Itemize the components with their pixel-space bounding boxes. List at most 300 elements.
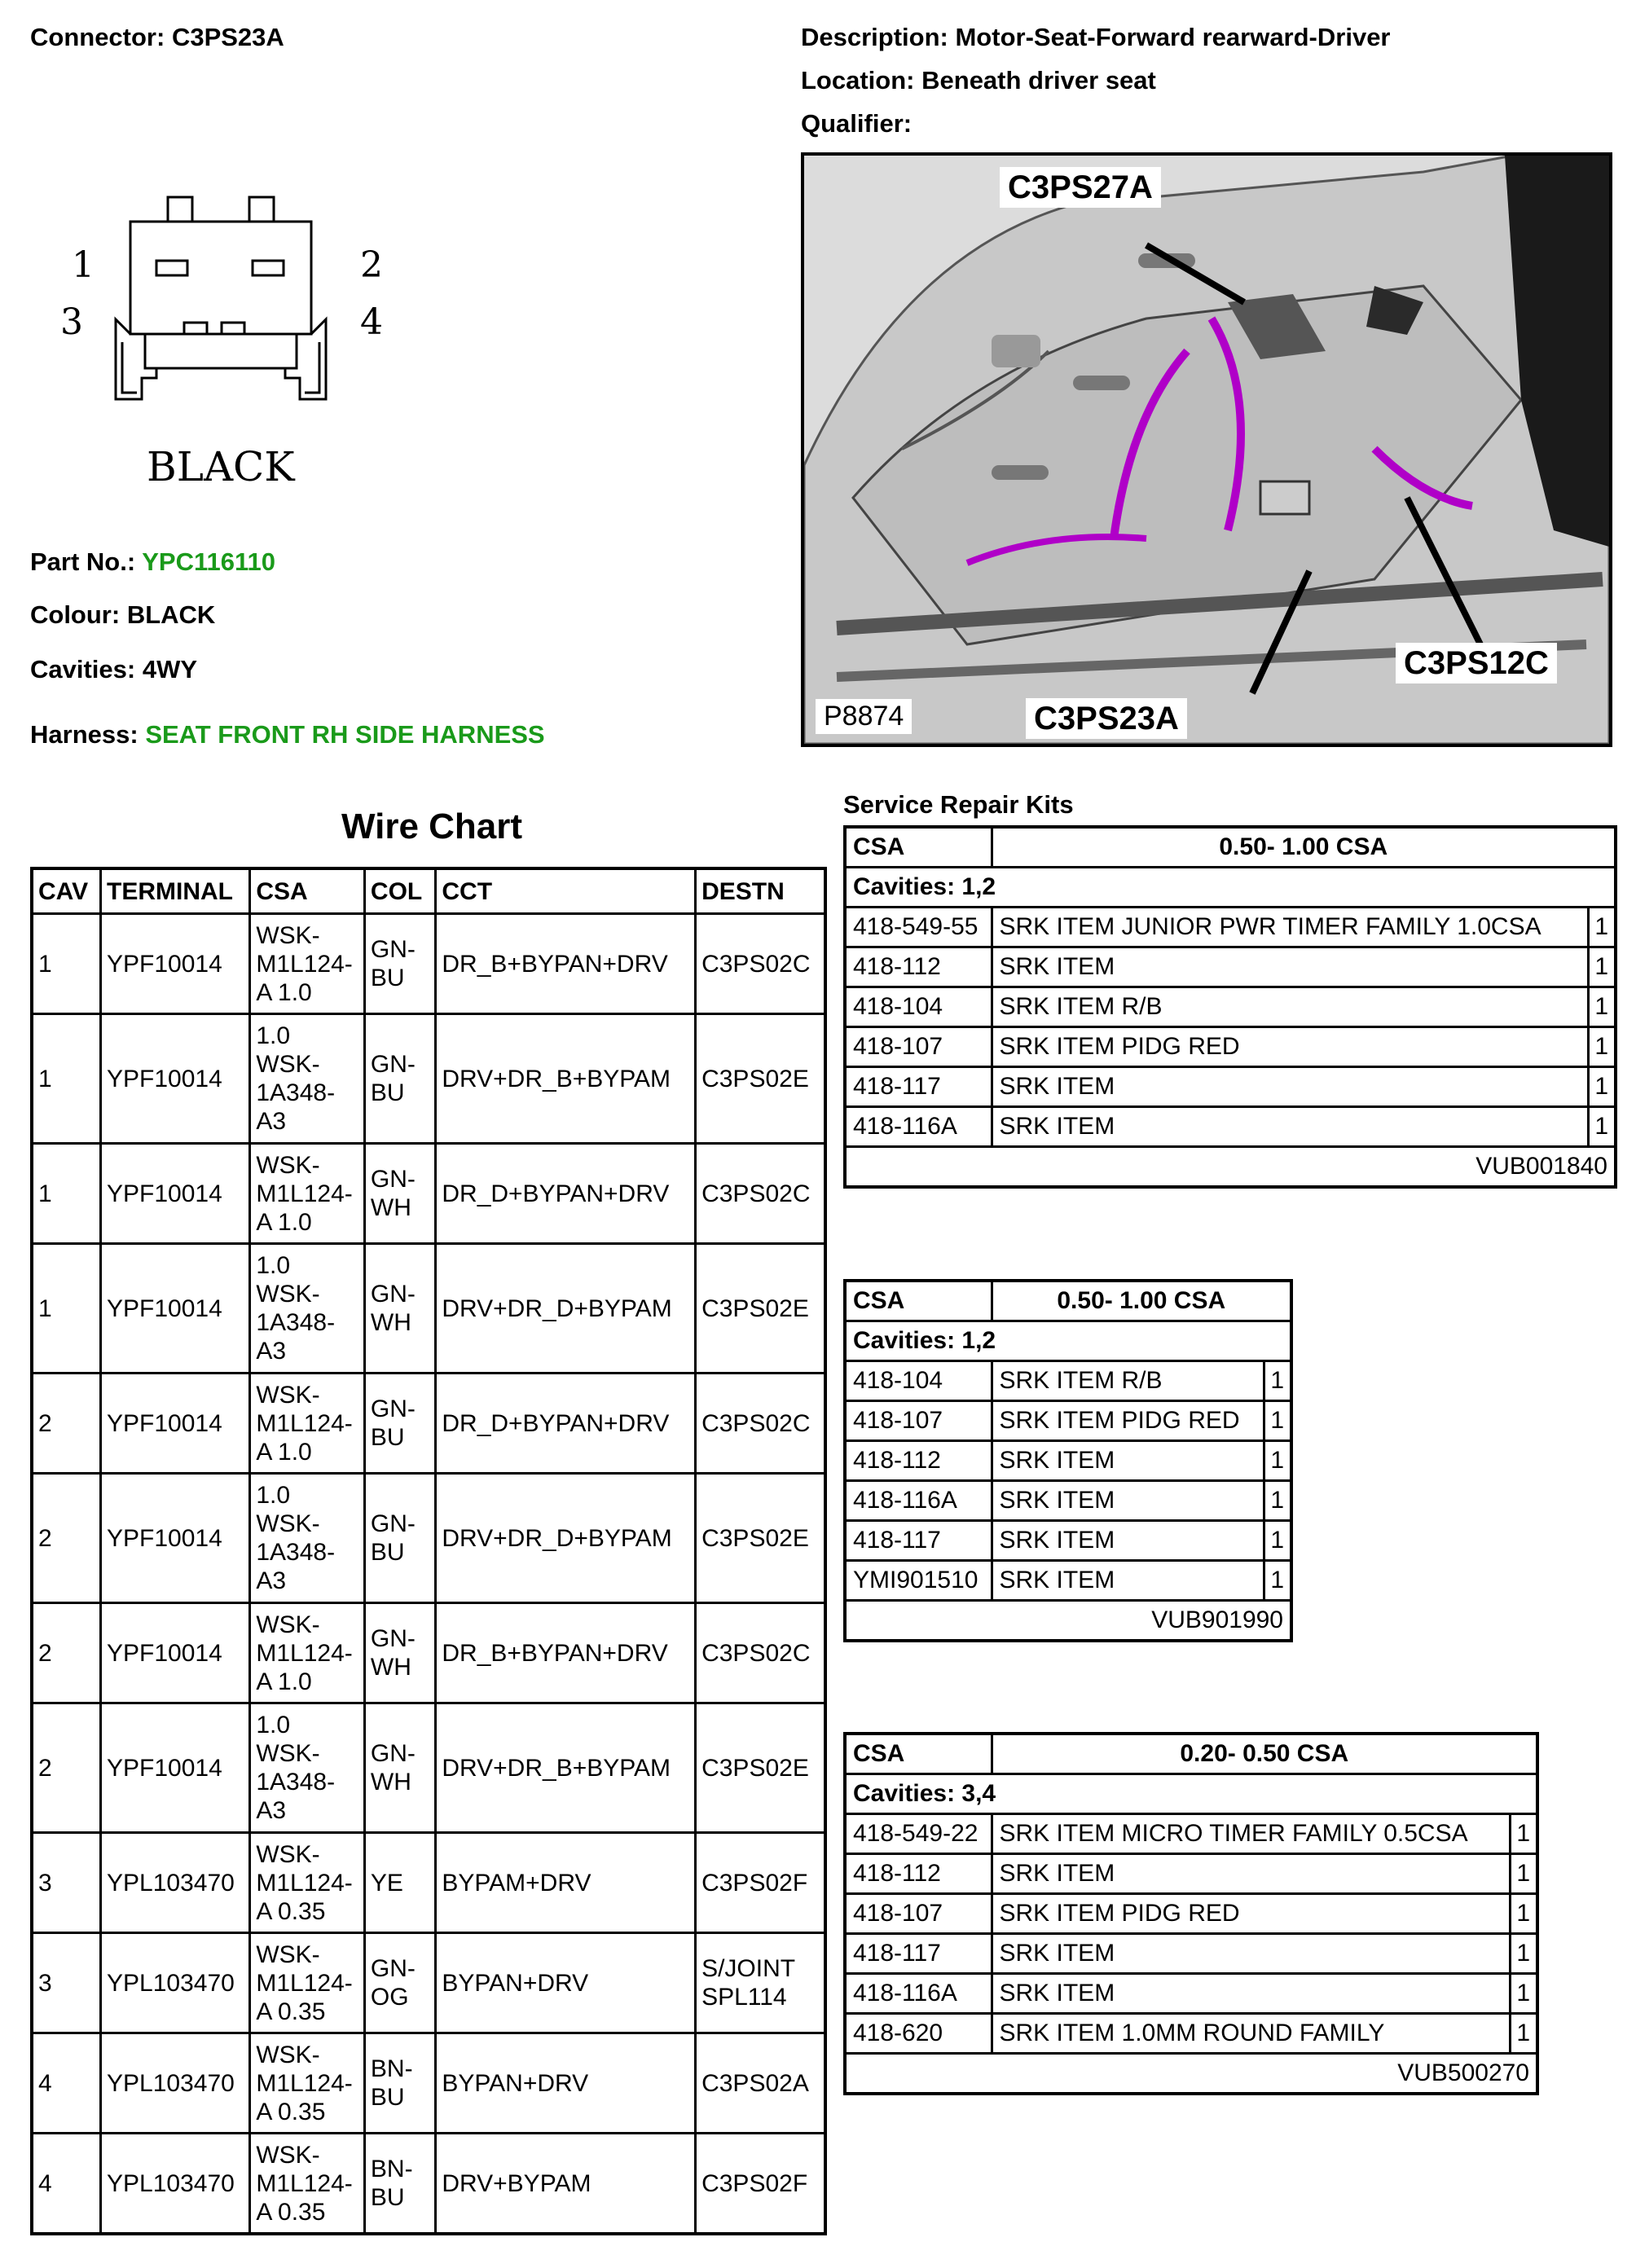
kit-item-qty: 1 bbox=[1510, 2014, 1537, 2054]
kit-item-desc: SRK ITEM PIDG RED bbox=[992, 1027, 1588, 1067]
kit-csa-range: 0.50- 1.00 CSA bbox=[992, 827, 1616, 868]
kit-item-row bbox=[845, 1974, 1537, 2014]
csa-cell-line: A 0.35 bbox=[256, 2098, 326, 2125]
connector-face-diagram bbox=[49, 179, 424, 505]
kit-item-qty: 1 bbox=[1510, 1894, 1537, 1934]
col-cell-line: WH bbox=[370, 1194, 411, 1221]
cav-cell: 2 bbox=[32, 1374, 101, 1474]
callout-c3ps12c: C3PS12C bbox=[1396, 643, 1557, 683]
wire-chart-row bbox=[32, 1144, 825, 1244]
csa-cell-line: WSK- bbox=[256, 921, 320, 949]
kit-item-desc: SRK ITEM 1.0MM ROUND FAMILY bbox=[992, 2014, 1510, 2054]
col-cell-line: BN- bbox=[370, 2156, 413, 2182]
csa-cell-line: WSK- bbox=[256, 1611, 320, 1638]
csa-cell-line: 1.0 bbox=[256, 1252, 291, 1279]
kit-cavities-row bbox=[845, 868, 1616, 908]
col-cell-line: GN- bbox=[370, 1051, 416, 1078]
csa-cell-line: WSK- bbox=[256, 2141, 320, 2169]
kit-cavities: Cavities: 1,2 bbox=[845, 868, 1616, 908]
csa-cell-line: WSK- bbox=[256, 1840, 320, 1868]
location-photo bbox=[801, 152, 1612, 747]
wire-chart-row bbox=[32, 1603, 825, 1703]
pin-2-label: 2 bbox=[360, 244, 383, 286]
col-cell-line: WH bbox=[370, 1654, 411, 1681]
col-header-destn: DESTN bbox=[696, 868, 825, 914]
col-cell-line: BN- bbox=[370, 2055, 413, 2082]
part-no-value[interactable]: YPC116110 bbox=[142, 547, 276, 576]
location-value: Beneath driver seat bbox=[921, 66, 1156, 94]
csa-cell-line: 1.0 bbox=[256, 1482, 291, 1509]
kit-item-row bbox=[845, 1067, 1616, 1107]
kit-item-desc: SRK ITEM bbox=[992, 1934, 1510, 1974]
destn-cell bbox=[696, 1374, 825, 1474]
destn-cell bbox=[696, 1474, 825, 1603]
kit-cavities: Cavities: 3,4 bbox=[845, 1774, 1537, 1814]
kit-item-row bbox=[845, 1441, 1291, 1481]
pin-4-label: 4 bbox=[360, 301, 383, 343]
destn-cell-line: C3PS02E bbox=[701, 1294, 809, 1322]
destn-cell bbox=[696, 1933, 825, 2033]
destn-cell bbox=[696, 914, 825, 1014]
csa-cell bbox=[250, 1014, 365, 1144]
kit-item-part: YMI901510 bbox=[845, 1561, 992, 1601]
csa-cell-line: A 0.35 bbox=[256, 1897, 326, 1925]
repair-kit-table bbox=[843, 825, 1617, 1189]
kit-ref-row bbox=[845, 2054, 1537, 2094]
terminal-cell: YPL103470 bbox=[101, 1833, 250, 1933]
kit-item-part: 418-104 bbox=[845, 987, 992, 1027]
terminal-cell: YPF10014 bbox=[101, 1244, 250, 1374]
kit-item-qty: 1 bbox=[1588, 908, 1616, 947]
kit-item-desc: SRK ITEM bbox=[992, 1974, 1510, 2014]
qualifier-label: Qualifier: bbox=[801, 109, 913, 138]
description-label: Description: bbox=[801, 23, 948, 51]
col-cell-line: GN- bbox=[370, 1955, 416, 1982]
service-repair-kits-title: Service Repair Kits bbox=[843, 790, 1074, 819]
csa-cell-line: WSK- bbox=[256, 1381, 320, 1409]
callout-c3ps23a: C3PS23A bbox=[1026, 698, 1187, 739]
col-cell bbox=[364, 1474, 435, 1603]
csa-cell-line: M1L124- bbox=[256, 1639, 353, 1667]
wire-chart-table bbox=[30, 867, 827, 2235]
terminal-cell: YPL103470 bbox=[101, 2033, 250, 2134]
cct-cell: DRV+DR_D+BYPAM bbox=[436, 1474, 696, 1603]
cav-cell: 1 bbox=[32, 914, 101, 1014]
csa-cell-line: WSK- bbox=[256, 1151, 320, 1179]
cct-cell: DR_B+BYPAN+DRV bbox=[436, 1603, 696, 1703]
destn-cell-line: C3PS02F bbox=[701, 2169, 808, 2197]
cav-cell: 4 bbox=[32, 2033, 101, 2134]
csa-cell bbox=[250, 1244, 365, 1374]
kit-item-desc: SRK ITEM MICRO TIMER FAMILY 0.5CSA bbox=[992, 1814, 1510, 1854]
cav-cell: 2 bbox=[32, 1703, 101, 1833]
col-cell-line: GN- bbox=[370, 1510, 416, 1537]
destn-cell bbox=[696, 1703, 825, 1833]
kit-item-row bbox=[845, 1361, 1291, 1401]
col-cell-line: GN- bbox=[370, 1396, 416, 1422]
kit-item-row bbox=[845, 1027, 1616, 1067]
terminal-cell: YPL103470 bbox=[101, 1933, 250, 2033]
kit-item-part: 418-112 bbox=[845, 947, 992, 987]
csa-cell-line: A3 bbox=[256, 1338, 287, 1365]
kit-item-part: 418-116A bbox=[845, 1107, 992, 1147]
col-cell-line: BU bbox=[370, 2184, 405, 2211]
col-cell-line: BU bbox=[370, 1424, 405, 1451]
wire-chart-row bbox=[32, 1244, 825, 1374]
col-cell bbox=[364, 1144, 435, 1244]
terminal-cell: YPF10014 bbox=[101, 1374, 250, 1474]
csa-cell-line: 1A348- bbox=[256, 1769, 336, 1796]
cav-cell: 1 bbox=[32, 1244, 101, 1374]
col-cell bbox=[364, 2134, 435, 2235]
kit-item-desc: SRK ITEM PIDG RED bbox=[992, 1401, 1264, 1441]
col-header-terminal: TERMINAL bbox=[101, 868, 250, 914]
col-cell-line: YE bbox=[370, 1869, 403, 1897]
kit-ref: VUB001840 bbox=[845, 1147, 1616, 1188]
kit-item-row bbox=[845, 1934, 1537, 1974]
kit-item-row bbox=[845, 1481, 1291, 1521]
col-cell-line: GN- bbox=[370, 1166, 416, 1193]
col-cell bbox=[364, 1014, 435, 1144]
cct-cell: DRV+DR_B+BYPAM bbox=[436, 1014, 696, 1144]
kit-cavities-row bbox=[845, 1321, 1291, 1361]
csa-cell-line: 1.0 bbox=[256, 1022, 291, 1049]
kit-item-part: 418-549-22 bbox=[845, 1814, 992, 1854]
cav-cell: 2 bbox=[32, 1474, 101, 1603]
wire-chart-row bbox=[32, 1933, 825, 2033]
col-cell-line: OG bbox=[370, 1984, 409, 2011]
col-cell bbox=[364, 914, 435, 1014]
harness-value[interactable]: SEAT FRONT RH SIDE HARNESS bbox=[145, 720, 545, 749]
cct-cell: DRV+DR_D+BYPAM bbox=[436, 1244, 696, 1374]
kit-header-row bbox=[845, 1281, 1291, 1321]
col-cell-line: GN- bbox=[370, 1281, 416, 1308]
kit-item-part: 418-112 bbox=[845, 1441, 992, 1481]
csa-cell bbox=[250, 914, 365, 1014]
kit-item-part: 418-107 bbox=[845, 1027, 992, 1067]
kit-item-part: 418-107 bbox=[845, 1401, 992, 1441]
col-cell-line: GN- bbox=[370, 1625, 416, 1652]
callout-c3ps27a: C3PS27A bbox=[1000, 167, 1161, 208]
kit-csa-label: CSA bbox=[845, 827, 992, 868]
csa-cell-line: A 1.0 bbox=[256, 1438, 312, 1466]
csa-cell-line: M1L124- bbox=[256, 1409, 353, 1437]
cct-cell: DR_B+BYPAN+DRV bbox=[436, 914, 696, 1014]
kit-item-row bbox=[845, 908, 1616, 947]
kit-item-row bbox=[845, 1401, 1291, 1441]
destn-cell bbox=[696, 1244, 825, 1374]
destn-cell-line: C3PS02C bbox=[701, 950, 811, 978]
wire-chart-row bbox=[32, 1374, 825, 1474]
wire-chart-header-row bbox=[32, 868, 825, 914]
kit-item-part: 418-104 bbox=[845, 1361, 992, 1401]
kit-csa-label: CSA bbox=[845, 1281, 992, 1321]
destn-cell bbox=[696, 2134, 825, 2235]
col-cell-line: GN- bbox=[370, 1740, 416, 1767]
kit-item-row bbox=[845, 1854, 1537, 1894]
csa-cell-line: WSK- bbox=[256, 2041, 320, 2068]
terminal-cell: YPF10014 bbox=[101, 914, 250, 1014]
kit-item-part: 418-620 bbox=[845, 2014, 992, 2054]
csa-cell-line: WSK- bbox=[256, 1941, 320, 1968]
kit-cavities-row bbox=[845, 1774, 1537, 1814]
csa-cell-line: A 1.0 bbox=[256, 978, 312, 1006]
description-line bbox=[801, 23, 1391, 52]
kit-item-qty: 1 bbox=[1510, 1934, 1537, 1974]
kit-item-row bbox=[845, 1561, 1291, 1601]
csa-cell bbox=[250, 1933, 365, 2033]
csa-cell-line: 1A348- bbox=[256, 1539, 336, 1566]
destn-cell-line: C3PS02C bbox=[701, 1409, 811, 1437]
colour-value: BLACK bbox=[126, 600, 216, 629]
csa-cell bbox=[250, 2134, 365, 2235]
kit-ref: VUB500270 bbox=[845, 2054, 1537, 2094]
kit-item-desc: SRK ITEM bbox=[992, 1561, 1264, 1601]
cct-cell: DRV+BYPAM bbox=[436, 2134, 696, 2235]
col-cell bbox=[364, 1244, 435, 1374]
kit-item-part: 418-112 bbox=[845, 1854, 992, 1894]
col-cell bbox=[364, 1374, 435, 1474]
destn-cell-line: C3PS02C bbox=[701, 1639, 811, 1667]
kit-item-qty: 1 bbox=[1510, 1974, 1537, 2014]
destn-cell bbox=[696, 1144, 825, 1244]
col-cell-line: BU bbox=[370, 1079, 405, 1106]
terminal-cell: YPF10014 bbox=[101, 1703, 250, 1833]
kit-item-qty: 1 bbox=[1264, 1401, 1291, 1441]
cav-cell: 1 bbox=[32, 1014, 101, 1144]
kit-item-desc: SRK ITEM R/B bbox=[992, 1361, 1264, 1401]
kit-item-part: 418-549-55 bbox=[845, 908, 992, 947]
kit-item-desc: SRK ITEM bbox=[992, 947, 1588, 987]
harness-line bbox=[30, 720, 545, 749]
cct-cell: DRV+DR_B+BYPAM bbox=[436, 1703, 696, 1833]
cct-cell: BYPAN+DRV bbox=[436, 1933, 696, 2033]
terminal-cell: YPL103470 bbox=[101, 2134, 250, 2235]
kit-item-qty: 1 bbox=[1264, 1361, 1291, 1401]
col-cell-line: GN- bbox=[370, 936, 416, 963]
col-cell-line: WH bbox=[370, 1769, 411, 1796]
destn-cell bbox=[696, 1014, 825, 1144]
photo-ref: P8874 bbox=[816, 699, 912, 734]
cavities-label: Cavities: bbox=[30, 655, 136, 683]
csa-cell-line: WSK- bbox=[256, 1740, 320, 1767]
kit-item-desc: SRK ITEM bbox=[992, 1441, 1264, 1481]
csa-cell-line: M1L124- bbox=[256, 950, 353, 978]
destn-cell-line: C3PS02E bbox=[701, 1065, 809, 1092]
wire-chart-row bbox=[32, 2134, 825, 2235]
kit-item-qty: 1 bbox=[1510, 1814, 1537, 1854]
kit-item-qty: 1 bbox=[1588, 1107, 1616, 1147]
kit-item-part: 418-107 bbox=[845, 1894, 992, 1934]
kit-item-desc: SRK ITEM bbox=[992, 1481, 1264, 1521]
kit-csa-label: CSA bbox=[845, 1734, 992, 1774]
csa-cell-line: M1L124- bbox=[256, 1869, 353, 1897]
connector-label: Connector: bbox=[30, 23, 165, 51]
location-line bbox=[801, 66, 1156, 95]
kit-item-part: 418-117 bbox=[845, 1934, 992, 1974]
pin-1-label: 1 bbox=[72, 244, 95, 286]
kit-ref: VUB901990 bbox=[845, 1601, 1291, 1642]
kit-item-part: 418-116A bbox=[845, 1974, 992, 2014]
col-cell-line: BU bbox=[370, 2084, 405, 2111]
cav-cell: 3 bbox=[32, 1933, 101, 2033]
kit-item-desc: SRK ITEM bbox=[992, 1854, 1510, 1894]
kit-ref-row bbox=[845, 1601, 1291, 1642]
destn-cell bbox=[696, 1833, 825, 1933]
kit-item-qty: 1 bbox=[1264, 1441, 1291, 1481]
col-cell bbox=[364, 1603, 435, 1703]
kit-item-qty: 1 bbox=[1588, 1027, 1616, 1067]
destn-cell bbox=[696, 2033, 825, 2134]
kit-item-part: 418-117 bbox=[845, 1521, 992, 1561]
csa-cell-line: WSK- bbox=[256, 1281, 320, 1308]
repair-kit-table bbox=[843, 1732, 1539, 2095]
cav-cell: 1 bbox=[32, 1144, 101, 1244]
destn-cell bbox=[696, 1603, 825, 1703]
destn-cell-line: C3PS02E bbox=[701, 1754, 809, 1782]
cav-cell: 4 bbox=[32, 2134, 101, 2235]
csa-cell-line: A 1.0 bbox=[256, 1668, 312, 1695]
harness-label: Harness: bbox=[30, 720, 139, 749]
cct-cell: DR_D+BYPAN+DRV bbox=[436, 1374, 696, 1474]
col-header-cav: CAV bbox=[32, 868, 101, 914]
csa-cell bbox=[250, 1703, 365, 1833]
kit-csa-range: 0.50- 1.00 CSA bbox=[992, 1281, 1291, 1321]
csa-cell-line: M1L124- bbox=[256, 1180, 353, 1207]
kit-item-qty: 1 bbox=[1588, 987, 1616, 1027]
csa-cell bbox=[250, 1833, 365, 1933]
connector-value: C3PS23A bbox=[171, 23, 284, 51]
kit-item-row bbox=[845, 1521, 1291, 1561]
wire-chart-row bbox=[32, 2033, 825, 2134]
cct-cell: BYPAM+DRV bbox=[436, 1833, 696, 1933]
kit-item-qty: 1 bbox=[1264, 1481, 1291, 1521]
destn-cell-line: C3PS02F bbox=[701, 1869, 808, 1897]
connector-color-label: BLACK bbox=[147, 443, 295, 490]
csa-cell-line: A3 bbox=[256, 1108, 287, 1135]
cav-cell: 3 bbox=[32, 1833, 101, 1933]
csa-cell bbox=[250, 1374, 365, 1474]
cavities-value: 4WY bbox=[142, 655, 198, 683]
csa-cell-line: A 0.35 bbox=[256, 1998, 326, 2025]
connector-line bbox=[30, 23, 284, 52]
kit-item-row bbox=[845, 2014, 1537, 2054]
pin-3-label: 3 bbox=[60, 301, 83, 343]
col-cell bbox=[364, 1933, 435, 2033]
kit-item-qty: 1 bbox=[1588, 1067, 1616, 1107]
kit-item-desc: SRK ITEM PIDG RED bbox=[992, 1894, 1510, 1934]
qualifier-line bbox=[801, 109, 912, 138]
csa-cell bbox=[250, 1144, 365, 1244]
description-value: Motor-Seat-Forward rearward-Driver bbox=[955, 23, 1391, 51]
csa-cell-line: M1L124- bbox=[256, 1969, 353, 1997]
terminal-cell: YPF10014 bbox=[101, 1603, 250, 1703]
repair-kit-table bbox=[843, 1279, 1293, 1642]
kit-header-row bbox=[845, 827, 1616, 868]
cct-cell: DR_D+BYPAN+DRV bbox=[436, 1144, 696, 1244]
col-cell bbox=[364, 1703, 435, 1833]
kit-item-desc: SRK ITEM JUNIOR PWR TIMER FAMILY 1.0CSA bbox=[992, 908, 1588, 947]
kit-item-part: 418-116A bbox=[845, 1481, 992, 1521]
col-cell-line: WH bbox=[370, 1309, 411, 1336]
colour-line bbox=[30, 600, 215, 630]
kit-item-qty: 1 bbox=[1588, 947, 1616, 987]
kit-cavities: Cavities: 1,2 bbox=[845, 1321, 1291, 1361]
destn-cell-line: S/JOINT bbox=[701, 1955, 796, 1982]
wire-chart-row bbox=[32, 1833, 825, 1933]
csa-cell-line: WSK- bbox=[256, 1051, 320, 1078]
kit-item-qty: 1 bbox=[1510, 1854, 1537, 1894]
cav-cell: 2 bbox=[32, 1603, 101, 1703]
csa-cell-line: A3 bbox=[256, 1567, 287, 1594]
cct-cell: BYPAN+DRV bbox=[436, 2033, 696, 2134]
kit-item-row bbox=[845, 1107, 1616, 1147]
kit-ref-row bbox=[845, 1147, 1616, 1188]
kit-item-qty: 1 bbox=[1264, 1521, 1291, 1561]
colour-label: Colour: bbox=[30, 600, 121, 629]
csa-cell-line: M1L124- bbox=[256, 2069, 353, 2097]
csa-cell bbox=[250, 2033, 365, 2134]
destn-cell-line: C3PS02C bbox=[701, 1180, 811, 1207]
wire-chart-row bbox=[32, 914, 825, 1014]
kit-item-part: 418-117 bbox=[845, 1067, 992, 1107]
csa-cell-line: A3 bbox=[256, 1797, 287, 1824]
destn-cell-line: SPL114 bbox=[701, 1984, 787, 2011]
terminal-cell: YPF10014 bbox=[101, 1474, 250, 1603]
kit-csa-range: 0.20- 0.50 CSA bbox=[992, 1734, 1537, 1774]
col-header-col: COL bbox=[364, 868, 435, 914]
destn-cell-line: C3PS02E bbox=[701, 1524, 809, 1552]
terminal-cell: YPF10014 bbox=[101, 1144, 250, 1244]
cavities-line bbox=[30, 655, 197, 684]
kit-item-row bbox=[845, 1814, 1537, 1854]
kit-item-row bbox=[845, 1894, 1537, 1934]
kit-item-desc: SRK ITEM bbox=[992, 1521, 1264, 1561]
kit-item-desc: SRK ITEM bbox=[992, 1107, 1588, 1147]
part-no-label: Part No.: bbox=[30, 547, 136, 576]
csa-cell-line: 1.0 bbox=[256, 1712, 291, 1738]
kit-item-desc: SRK ITEM R/B bbox=[992, 987, 1588, 1027]
csa-cell bbox=[250, 1603, 365, 1703]
kit-item-row bbox=[845, 987, 1616, 1027]
kit-item-qty: 1 bbox=[1264, 1561, 1291, 1601]
csa-cell-line: A 1.0 bbox=[256, 1208, 312, 1236]
csa-cell-line: 1A348- bbox=[256, 1079, 336, 1106]
wire-chart-row bbox=[32, 1474, 825, 1603]
terminal-cell: YPF10014 bbox=[101, 1014, 250, 1144]
destn-cell-line: C3PS02A bbox=[701, 2069, 809, 2097]
location-label: Location: bbox=[801, 66, 915, 94]
csa-cell-line: 1A348- bbox=[256, 1309, 336, 1336]
kit-item-row bbox=[845, 947, 1616, 987]
csa-cell bbox=[250, 1474, 365, 1603]
csa-cell-line: WSK- bbox=[256, 1510, 320, 1537]
kit-header-row bbox=[845, 1734, 1537, 1774]
wire-chart-title: Wire Chart bbox=[341, 807, 523, 846]
col-header-cct: CCT bbox=[436, 868, 696, 914]
col-cell-line: BU bbox=[370, 1539, 405, 1566]
kit-item-desc: SRK ITEM bbox=[992, 1067, 1588, 1107]
part-no-line bbox=[30, 547, 275, 577]
csa-cell-line: A 0.35 bbox=[256, 2198, 326, 2226]
col-cell bbox=[364, 2033, 435, 2134]
col-header-csa: CSA bbox=[250, 868, 365, 914]
wire-chart-row bbox=[32, 1703, 825, 1833]
col-cell bbox=[364, 1833, 435, 1933]
wire-chart-row bbox=[32, 1014, 825, 1144]
col-cell-line: BU bbox=[370, 965, 405, 991]
csa-cell-line: M1L124- bbox=[256, 2169, 353, 2197]
